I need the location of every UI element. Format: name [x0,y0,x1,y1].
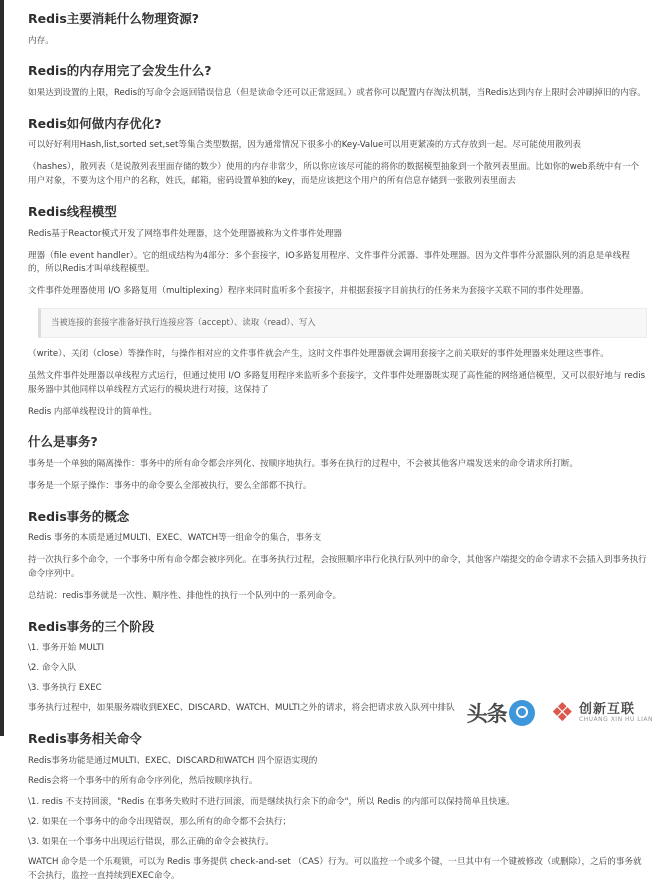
paragraph: 理器（file event handler）。它的组成结构为4部分：多个套接字，IO多路复用程序、文件事件分派器、事件处理器。因为文件事件分派器队列的消息是单线程的，所以Redis才叫单线程模型。 [28,250,630,275]
section-heading: Redis线程模型 [28,204,117,220]
paragraph: \2. 命令入队 [28,663,77,674]
section-heading: Redis如何做内存优化? [28,115,162,131]
paragraph: 虽然文件事件处理器以单线程方式运行，但通过使用 I/O 多路复用程序来监听多个套接字，文件事件处理器既实现了高性能的网络通信模型，又可以很好地与 redis 服务器中其他同样以单线程方式运行的模块进行对接，这保持了 [28,370,646,395]
paragraph: WATCH 命令是一个乐观锁，可以为 Redis 事务提供 check-and-set （CAS）行为。可以监控一个或多个键，一旦其中有一个键被修改（或删除），之后的事务就不会执行，监控一直持续到EXEC命令。 [28,857,642,882]
paragraph: 事务是一个原子操作：事务中的命令要么全部被执行，要么全部都不执行。 [28,480,312,491]
paragraph: （write）、关闭（close）等操作时，与操作相对应的文件事件就会产生，这时文件事件处理器就会调用套接字之前关联好的事件处理器来处理这些事件。 [28,348,609,359]
left-accent-bar [0,0,4,736]
callout-note: 当被连接的套接字准备好执行连接应答（accept）、读取（read）、写入 [38,308,647,337]
section-heading: Redis事务的三个阶段 [28,618,155,634]
section-heading: Redis的内存用完了会发生什么? [28,63,212,79]
paragraph: \3. 事务执行 EXEC [28,683,102,694]
paragraph: 事务执行过程中，如果服务端收到EXEC、DISCARD、WATCH、MULTI之外的请求，将会把请求放入队列中排队 [28,703,455,714]
paragraph: Redis 事务的本质是通过MULTI、EXEC、WATCH等一组命令的集合，事务支 [28,533,322,544]
paragraph: 如果达到设置的上限，Redis的写命令会返回错误信息（但是读命令还可以正常返回。）或者你可以配置内存淘汰机制，当Redis达到内存上限时会冲刷掉旧的内容。 [28,87,646,98]
paragraph: Redis事务功能是通过MULTI、EXEC、DISCARD和WATCH 四个原语实现的 [28,755,318,766]
section-heading: Redis事务相关命令 [28,731,142,747]
section-heading: Redis主要消耗什么物理资源? [28,11,200,26]
paragraph: \1. redis 不支持回滚，"Redis 在事务失败时不进行回滚，而是继续执行余下的命令"，所以 Redis 的内部可以保持简单且快速。 [28,797,515,808]
paragraph: \3. 如果在一个事务中出现运行错误，那么正确的命令会被执行。 [28,837,274,848]
paragraph: 内存。 [28,35,54,46]
watermark-badge-text: 头条 [466,702,507,726]
paragraph: \1. 事务开始 MULTI [28,643,105,654]
watermark-brand-en: CHUANG XIN HU LIAN [578,715,653,723]
section-heading: Redis事务的概念 [28,508,130,524]
section-heading: 什么是事务? [28,434,98,450]
paragraph: Redis基于Reactor模式开发了网络事件处理器，这个处理器被称为文件事件处理器 [28,228,343,239]
paragraph: 总结说：redis事务就是一次性、顺序性、排他性的执行一个队列中的一系列命令。 [28,591,342,602]
watermark-logo-icon: ❖ [550,698,574,728]
paragraph: 可以好好利用Hash,list,sorted set,set等集合类型数据，因为通常情况下很多小的Key-Value可以用更紧凑的方式存放到一起。尽可能使用散列表 [28,140,581,151]
paragraph: 文件事件处理器使用 I/O 多路复用（multiplexing）程序来同时监听多个套接字，并根据套接字目前执行的任务来为套接字关联不同的事件处理器。 [28,286,589,297]
paragraph: Redis会将一个事务中的所有命令序列化，然后按顺序执行。 [28,775,258,786]
paragraph: 事务是一个单独的隔离操作：事务中的所有命令都会序列化、按顺序地执行。事务在执行的过程中，不会被其他客户端发送来的命令请求所打断。 [28,458,579,469]
watermark-brand-cn: 创新互联 [578,701,635,717]
paragraph: 持一次执行多个命令，一个事务中所有命令都会被序列化。在事务执行过程，会按照顺序串行化执行队列中的命令，其他客户端提交的命令请求不会插入到事务执行命令序列中。 [28,555,647,580]
paragraph: （hashes），散列表（是说散列表里面存储的数少）使用的内存非常少，所以你应该尽可能的将你的数据模型抽象到一个散列表里面。比如你的web系统中有一个用户对象，不要为这个用户的名称，姓氏，邮箱，密码设置单独的key，而是应该把这个用户的所有信息存储到一张散列表里面去 [28,162,640,187]
paragraph: \2. 如果在一个事务中的命令出现错误，那么所有的命令都不会执行； [28,817,292,828]
paragraph: Redis 内部单线程设计的简单性。 [28,406,158,417]
